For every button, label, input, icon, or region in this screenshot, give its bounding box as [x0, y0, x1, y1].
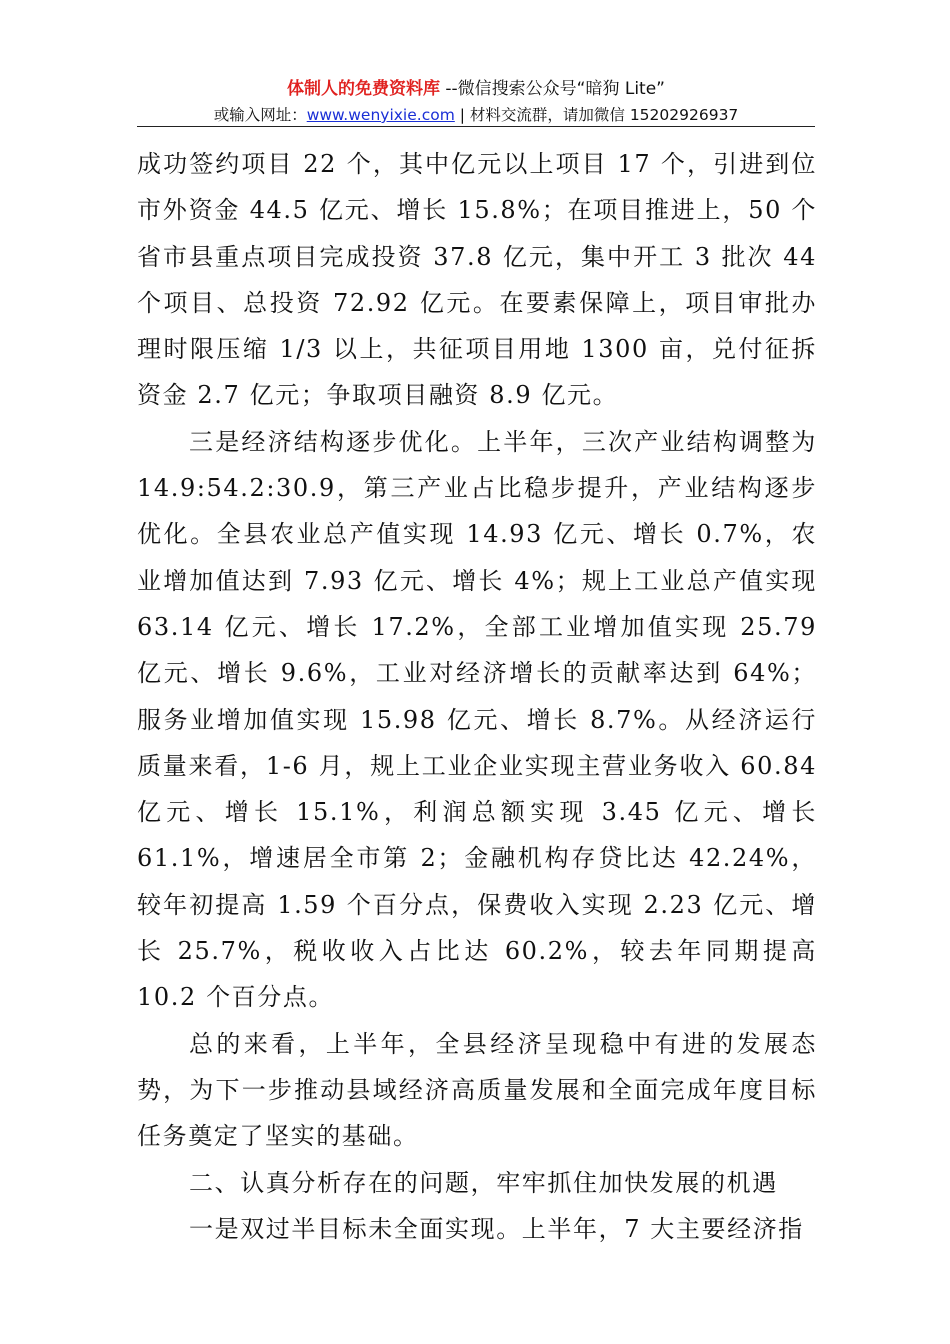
paragraph-summary: 总的来看，上半年，全县经济呈现稳中有进的发展态势，为下一步推动县域经济高质量发展和全面完成年度目标任务奠定了坚实的基础。 [137, 1029, 817, 1151]
section-heading: 二、认真分析存在的问题，牢牢抓住加快发展的机遇 [189, 1168, 778, 1197]
page-header [137, 76, 815, 128]
header-contact-line [137, 102, 815, 128]
paragraph-problems: 一是双过半目标未全面实现。上半年，7 大主要经济指 [189, 1214, 804, 1243]
header-tagline: --微信搜索公众号“暗狗 Lite” [439, 79, 665, 99]
header-title-line [137, 76, 815, 102]
brand-title: 体制人的免费资料库 [286, 79, 440, 99]
website-link[interactable]: www.wenyixie.com [306, 106, 455, 124]
header-divider [137, 126, 815, 127]
url-prefix: 或输入网址： [213, 106, 307, 124]
paragraph-economic-structure: 三是经济结构逐步优化。上半年，三次产业结构调整为 14.9:54.2:30.9，第三产业占比稳步提升，产业结构逐步优化。全县农业总产值实现 14.93 亿元、增长 0.7%，农业增加值达到 7.93 亿元、增长 4%；规上工业总产值实现 63.14 亿元、增长 17.2%，全部工业增加值实现 25.79 亿元、增长 9.6%，工业对经济增长的贡献率达到 64%；服务业增加值实现 15.98 亿元、增长 8.7%。从经济运行质量来看，1-6 月，规上工业企业实现主营业务收入 60.84 亿元、增长 15.1%，利润总额实现 3.45 亿元、增长 61.1%，增速居全市第 2；金融机构存贷比达 42.24%，较年初提高 1.59 个百分点，保费收入实现 2.23 亿元、增长 25.7%，税收收入占比达 60.2%，较去年同期提高 10.2 个百分点。 [137, 427, 817, 1012]
contact-info: | 材料交流群，请加微信 15202926937 [454, 106, 739, 124]
document-body [137, 141, 817, 1252]
paragraph-continuation: 成功签约项目 22 个，其中亿元以上项目 17 个，引进到位市外资金 44.5 亿元、增长 15.8%；在项目推进上，50 个省市县重点项目完成投资 37.8 亿元，集中开工 3 批次 44 个项目、总投资 72.92 亿元。在要素保障上，项目审批办理时限压缩 1/3 以上，共征项目用地 1300 亩，兑付征拆资金 2.7 亿元；争取项目融资 8.9 亿元。 [137, 150, 817, 410]
